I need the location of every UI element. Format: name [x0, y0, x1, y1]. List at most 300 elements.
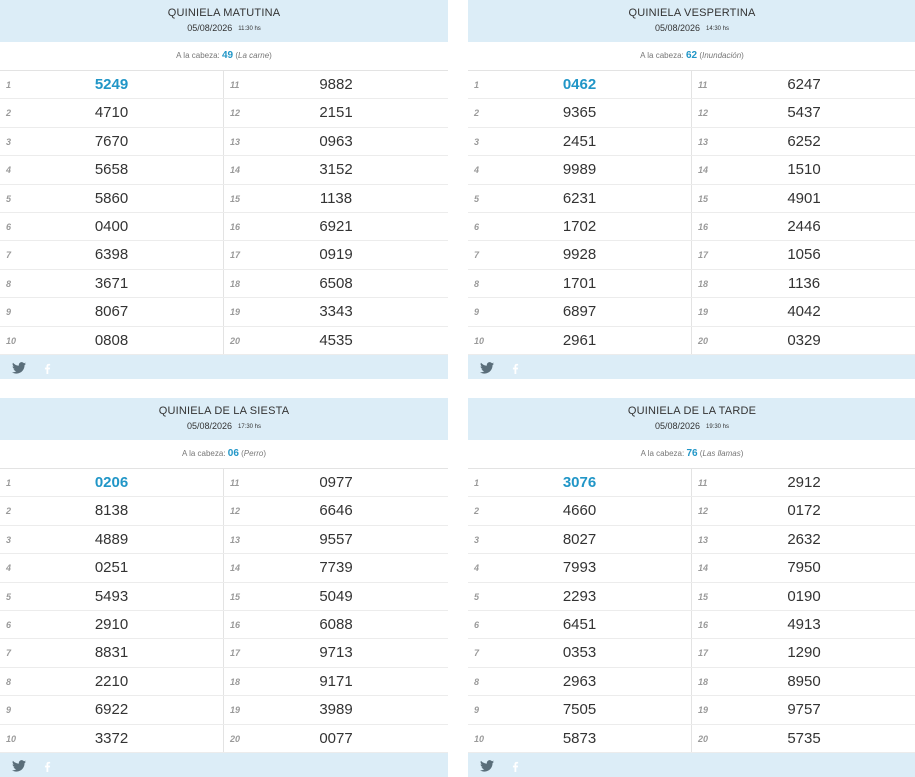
position-number: 2	[6, 108, 12, 119]
cabeza-label: A la cabeza:	[640, 449, 685, 458]
result-cell	[0, 298, 224, 325]
position-number: 10	[474, 733, 485, 744]
drawn-number: 2293	[562, 587, 597, 605]
result-cell	[692, 99, 915, 126]
position-number: 13	[230, 534, 241, 545]
table-row	[0, 639, 448, 667]
position-number: 9	[6, 705, 12, 716]
drawn-number: 8138	[94, 502, 129, 520]
result-cell	[0, 583, 224, 610]
a-la-cabeza-line: A la cabeza: 06 (Perro)	[0, 440, 448, 469]
result-cell	[468, 696, 692, 723]
drawn-number: 5860	[94, 189, 129, 207]
result-cell	[0, 99, 224, 126]
result-cell	[692, 554, 915, 581]
drawn-number: 4901	[787, 189, 821, 207]
result-cell	[468, 99, 692, 126]
position-number: 3	[474, 136, 480, 147]
position-number: 11	[230, 80, 240, 90]
drawn-number: 3671	[94, 274, 129, 292]
position-number: 18	[230, 676, 241, 687]
card-title: QUINIELA DE LA TARDE	[627, 405, 757, 417]
result-cell	[224, 526, 448, 553]
result-cell	[0, 469, 224, 496]
drawn-number: 4710	[94, 104, 129, 122]
drawn-number: 3372	[94, 729, 129, 747]
cabeza-label: A la cabeza:	[176, 51, 220, 60]
table-row	[468, 583, 915, 611]
result-cell	[224, 298, 448, 325]
position-number: 1	[6, 80, 12, 90]
position-number: 19	[230, 705, 241, 716]
position-number: 2	[474, 506, 480, 517]
result-cell	[224, 213, 448, 240]
result-cell	[692, 583, 915, 610]
card-footer	[468, 753, 915, 777]
drawn-number: 2210	[94, 672, 129, 690]
position-number: 20	[698, 335, 709, 346]
result-cell	[0, 71, 224, 98]
position-number: 2	[6, 506, 12, 517]
position-number: 12	[698, 506, 709, 517]
drawn-number: 8027	[562, 530, 597, 548]
draw-date-line	[468, 23, 915, 35]
draw-time: 17:30 hs	[238, 424, 262, 430]
drawn-number: 0808	[94, 331, 129, 349]
drawn-number: 6252	[787, 132, 821, 150]
twitter-icon[interactable]	[480, 361, 494, 373]
result-cell	[224, 469, 448, 496]
position-number: 9	[6, 307, 12, 318]
drawn-number: 3343	[319, 303, 353, 321]
result-cell	[0, 526, 224, 553]
table-row	[0, 71, 448, 99]
result-cell	[692, 270, 915, 297]
drawn-number: 7950	[787, 559, 821, 577]
position-number: 3	[6, 534, 12, 545]
drawn-number: 4889	[94, 530, 129, 548]
table-row	[0, 725, 448, 753]
result-cell	[224, 128, 448, 155]
position-number: 17	[230, 250, 241, 261]
position-number: 17	[698, 648, 709, 659]
position-number: 13	[698, 534, 709, 545]
result-cell	[692, 185, 915, 212]
cabeza-number: 49	[222, 50, 234, 61]
position-number: 16	[230, 221, 241, 232]
position-number: 4	[474, 563, 480, 574]
card-footer	[0, 753, 448, 777]
card-footer	[0, 355, 448, 379]
result-cell	[0, 554, 224, 581]
result-cell	[224, 611, 448, 638]
position-number: 19	[230, 307, 241, 318]
result-cell	[692, 128, 915, 155]
result-cell	[224, 270, 448, 297]
drawn-number: 6398	[94, 246, 129, 264]
cabeza-meaning: Inundación	[702, 51, 742, 60]
position-number: 1	[6, 478, 12, 488]
drawn-number: 2963	[562, 672, 597, 690]
twitter-icon[interactable]	[12, 361, 26, 373]
result-cell	[468, 725, 692, 752]
position-number: 12	[230, 108, 241, 119]
position-number: 11	[698, 478, 708, 488]
draw-date: 05/08/2026	[654, 23, 700, 33]
position-number: 8	[474, 278, 480, 289]
drawn-number: 9989	[562, 161, 597, 179]
position-number: 20	[230, 335, 241, 346]
position-number: 14	[698, 165, 709, 176]
position-number: 12	[230, 506, 241, 517]
position-number: 18	[698, 278, 709, 289]
drawn-number: 0329	[787, 331, 821, 349]
drawn-number: 2910	[94, 615, 129, 633]
position-number: 15	[230, 193, 241, 204]
drawn-number: 6508	[319, 274, 353, 292]
table-row	[468, 241, 915, 269]
result-cell	[0, 639, 224, 666]
card-title: QUINIELA MATUTINA	[167, 7, 281, 19]
position-number: 13	[230, 136, 241, 147]
position-number: 11	[230, 478, 240, 488]
position-number: 6	[474, 619, 480, 630]
position-number: 12	[698, 108, 709, 119]
table-row	[468, 128, 915, 156]
table-row	[468, 526, 915, 554]
result-cell	[0, 241, 224, 268]
result-cell	[0, 213, 224, 240]
table-row	[468, 270, 915, 298]
drawn-number: 5735	[787, 729, 821, 747]
table-row	[0, 583, 448, 611]
table-row	[0, 241, 448, 269]
drawn-number: 5873	[562, 729, 597, 747]
drawn-number: 0977	[319, 474, 353, 491]
result-cell	[468, 298, 692, 325]
table-row	[0, 270, 448, 298]
drawn-number: 5049	[319, 587, 353, 605]
result-cell	[224, 668, 448, 695]
drawn-number: 8831	[94, 644, 129, 662]
table-row	[0, 298, 448, 326]
twitter-icon[interactable]	[12, 759, 26, 771]
result-cell	[468, 213, 692, 240]
position-number: 19	[698, 705, 709, 716]
table-row	[468, 185, 915, 213]
result-cell	[0, 156, 224, 183]
card-footer	[468, 355, 915, 379]
drawn-number: 6897	[562, 303, 597, 321]
drawn-number: 0251	[94, 559, 129, 577]
drawn-number: 2451	[562, 132, 597, 150]
position-number: 11	[698, 80, 708, 90]
result-cell	[468, 71, 692, 98]
result-cell	[692, 213, 915, 240]
drawn-number: 6451	[562, 615, 597, 633]
drawn-number: 4660	[562, 502, 597, 520]
position-number: 1	[474, 478, 480, 488]
draw-date-line	[0, 23, 448, 35]
table-row	[0, 469, 448, 497]
drawn-number: 0353	[562, 644, 597, 662]
position-number: 2	[474, 108, 480, 119]
result-cell	[468, 554, 692, 581]
first-prize-number: 0462	[562, 76, 597, 93]
position-number: 15	[698, 591, 709, 602]
drawn-number: 5437	[787, 104, 821, 122]
result-cell	[692, 241, 915, 268]
table-row	[0, 668, 448, 696]
facebook-icon[interactable]	[40, 361, 54, 373]
result-cell	[692, 156, 915, 183]
result-cell	[468, 270, 692, 297]
result-cell	[0, 270, 224, 297]
first-prize-number: 3076	[562, 474, 597, 491]
cabeza-number: 62	[685, 50, 698, 61]
position-number: 8	[6, 676, 12, 687]
drawn-number: 7670	[94, 132, 129, 150]
a-la-cabeza-line: A la cabeza: 76 (Las llamas)	[468, 440, 915, 469]
drawn-number: 1290	[787, 644, 821, 662]
result-cell	[692, 327, 915, 354]
position-number: 3	[6, 136, 12, 147]
result-cell	[224, 497, 448, 524]
position-number: 9	[474, 307, 480, 318]
table-row	[468, 327, 915, 355]
table-row	[0, 554, 448, 582]
first-prize-number: 0206	[94, 474, 129, 491]
table-row	[0, 526, 448, 554]
twitter-icon[interactable]	[480, 759, 494, 771]
results-table	[0, 71, 448, 355]
position-number: 9	[474, 705, 480, 716]
card-header	[468, 398, 915, 440]
position-number: 20	[230, 733, 241, 744]
position-number: 17	[698, 250, 709, 261]
position-number: 6	[6, 619, 12, 630]
drawn-number: 7993	[562, 559, 597, 577]
result-cell	[224, 725, 448, 752]
drawn-number: 3152	[319, 161, 353, 179]
position-number: 10	[474, 335, 485, 346]
result-cell	[0, 668, 224, 695]
result-cell	[468, 583, 692, 610]
position-number: 4	[474, 165, 480, 176]
result-cell	[468, 185, 692, 212]
drawn-number: 7739	[319, 559, 353, 577]
result-cell	[468, 668, 692, 695]
drawn-number: 4535	[319, 331, 353, 349]
result-cell	[468, 327, 692, 354]
result-cell	[692, 71, 915, 98]
drawn-number: 1056	[787, 246, 821, 264]
position-number: 18	[230, 278, 241, 289]
table-row	[468, 725, 915, 753]
results-table	[468, 71, 915, 355]
result-cell	[224, 583, 448, 610]
card-header	[0, 398, 448, 440]
table-row	[468, 668, 915, 696]
draw-time: 19:30 hs	[706, 424, 730, 430]
draw-date: 05/08/2026	[187, 23, 233, 33]
position-number: 7	[6, 648, 12, 659]
table-row	[0, 99, 448, 127]
drawn-number: 2151	[319, 104, 353, 122]
position-number: 10	[6, 733, 17, 744]
drawn-number: 8067	[94, 303, 129, 321]
results-card-quiniela-de-la-siesta	[0, 398, 448, 777]
result-cell	[224, 327, 448, 354]
position-number: 5	[474, 193, 480, 204]
result-cell	[692, 526, 915, 553]
draw-date-line	[468, 421, 915, 433]
position-number: 14	[698, 563, 709, 574]
drawn-number: 1510	[787, 161, 821, 179]
result-cell	[224, 696, 448, 723]
result-cell	[224, 185, 448, 212]
table-row	[468, 611, 915, 639]
cabeza-number: 76	[686, 448, 698, 459]
drawn-number: 6646	[319, 502, 353, 520]
position-number: 16	[698, 221, 709, 232]
result-cell	[692, 611, 915, 638]
table-row	[0, 128, 448, 156]
result-cell	[224, 241, 448, 268]
card-title: QUINIELA VESPERTINA	[628, 7, 756, 19]
drawn-number: 9882	[319, 76, 353, 93]
cabeza-meaning: Perro	[243, 449, 264, 458]
table-row	[468, 469, 915, 497]
drawn-number: 6922	[94, 701, 129, 719]
result-cell	[468, 128, 692, 155]
table-row	[468, 156, 915, 184]
position-number: 7	[6, 250, 12, 261]
result-cell	[0, 725, 224, 752]
table-row	[468, 99, 915, 127]
position-number: 4	[6, 563, 12, 574]
result-cell	[692, 696, 915, 723]
drawn-number: 6921	[319, 217, 353, 235]
results-table	[468, 469, 915, 753]
position-number: 14	[230, 563, 241, 574]
position-number: 15	[230, 591, 241, 602]
table-row	[468, 696, 915, 724]
drawn-number: 0963	[319, 132, 353, 150]
position-number: 16	[698, 619, 709, 630]
position-number: 6	[6, 221, 12, 232]
position-number: 7	[474, 250, 480, 261]
position-number: 5	[6, 193, 12, 204]
result-cell	[0, 185, 224, 212]
position-number: 17	[230, 648, 241, 659]
table-row	[0, 497, 448, 525]
drawn-number: 9171	[319, 672, 353, 690]
drawn-number: 9557	[319, 530, 353, 548]
drawn-number: 4042	[787, 303, 821, 321]
drawn-number: 1136	[787, 274, 821, 292]
drawn-number: 5658	[94, 161, 129, 179]
result-cell	[468, 639, 692, 666]
drawn-number: 2912	[787, 474, 821, 491]
result-cell	[692, 725, 915, 752]
drawn-number: 3989	[319, 701, 353, 719]
table-row	[468, 71, 915, 99]
position-number: 8	[474, 676, 480, 687]
drawn-number: 4913	[787, 615, 821, 633]
table-row	[0, 327, 448, 355]
result-cell	[468, 497, 692, 524]
result-cell	[224, 554, 448, 581]
position-number: 1	[474, 80, 480, 90]
drawn-number: 9713	[319, 644, 353, 662]
drawn-number: 6231	[562, 189, 597, 207]
table-row	[0, 213, 448, 241]
card-title: QUINIELA DE LA SIESTA	[158, 405, 290, 417]
result-cell	[692, 298, 915, 325]
card-header	[0, 0, 448, 42]
position-number: 5	[474, 591, 480, 602]
result-cell	[224, 639, 448, 666]
result-cell	[468, 241, 692, 268]
results-card-quiniela-vespertina	[468, 0, 915, 379]
facebook-icon[interactable]	[508, 361, 522, 373]
table-row	[0, 611, 448, 639]
results-card-quiniela-matutina	[0, 0, 448, 379]
facebook-icon[interactable]	[508, 759, 522, 771]
result-cell	[692, 469, 915, 496]
cabeza-meaning: Las llamas	[702, 449, 741, 458]
drawn-number: 6088	[319, 615, 353, 633]
table-row	[0, 185, 448, 213]
drawn-number: 5493	[94, 587, 129, 605]
drawn-number: 0919	[319, 246, 353, 264]
results-table	[0, 469, 448, 753]
facebook-icon[interactable]	[40, 759, 54, 771]
position-number: 16	[230, 619, 241, 630]
result-cell	[0, 611, 224, 638]
result-cell	[692, 497, 915, 524]
table-row	[468, 298, 915, 326]
drawn-number: 2446	[787, 217, 821, 235]
table-row	[0, 156, 448, 184]
card-header	[468, 0, 915, 42]
result-cell	[692, 668, 915, 695]
position-number: 19	[698, 307, 709, 318]
position-number: 8	[6, 278, 12, 289]
result-cell	[0, 128, 224, 155]
drawn-number: 0190	[787, 587, 821, 605]
cabeza-number: 06	[227, 448, 239, 459]
result-cell	[692, 639, 915, 666]
drawn-number: 0172	[787, 502, 821, 520]
a-la-cabeza-line: A la cabeza: 62 (Inundación)	[468, 42, 915, 71]
table-row	[0, 696, 448, 724]
position-number: 4	[6, 165, 12, 176]
draw-date: 05/08/2026	[186, 421, 232, 431]
cabeza-label: A la cabeza:	[640, 51, 684, 60]
result-cell	[0, 327, 224, 354]
position-number: 5	[6, 591, 12, 602]
drawn-number: 0400	[94, 217, 129, 235]
drawn-number: 1702	[562, 217, 597, 235]
draw-date-line	[0, 421, 448, 433]
drawn-number: 2632	[787, 530, 821, 548]
result-cell	[224, 156, 448, 183]
drawn-number: 0077	[319, 729, 353, 747]
position-number: 7	[474, 648, 480, 659]
result-cell	[468, 156, 692, 183]
